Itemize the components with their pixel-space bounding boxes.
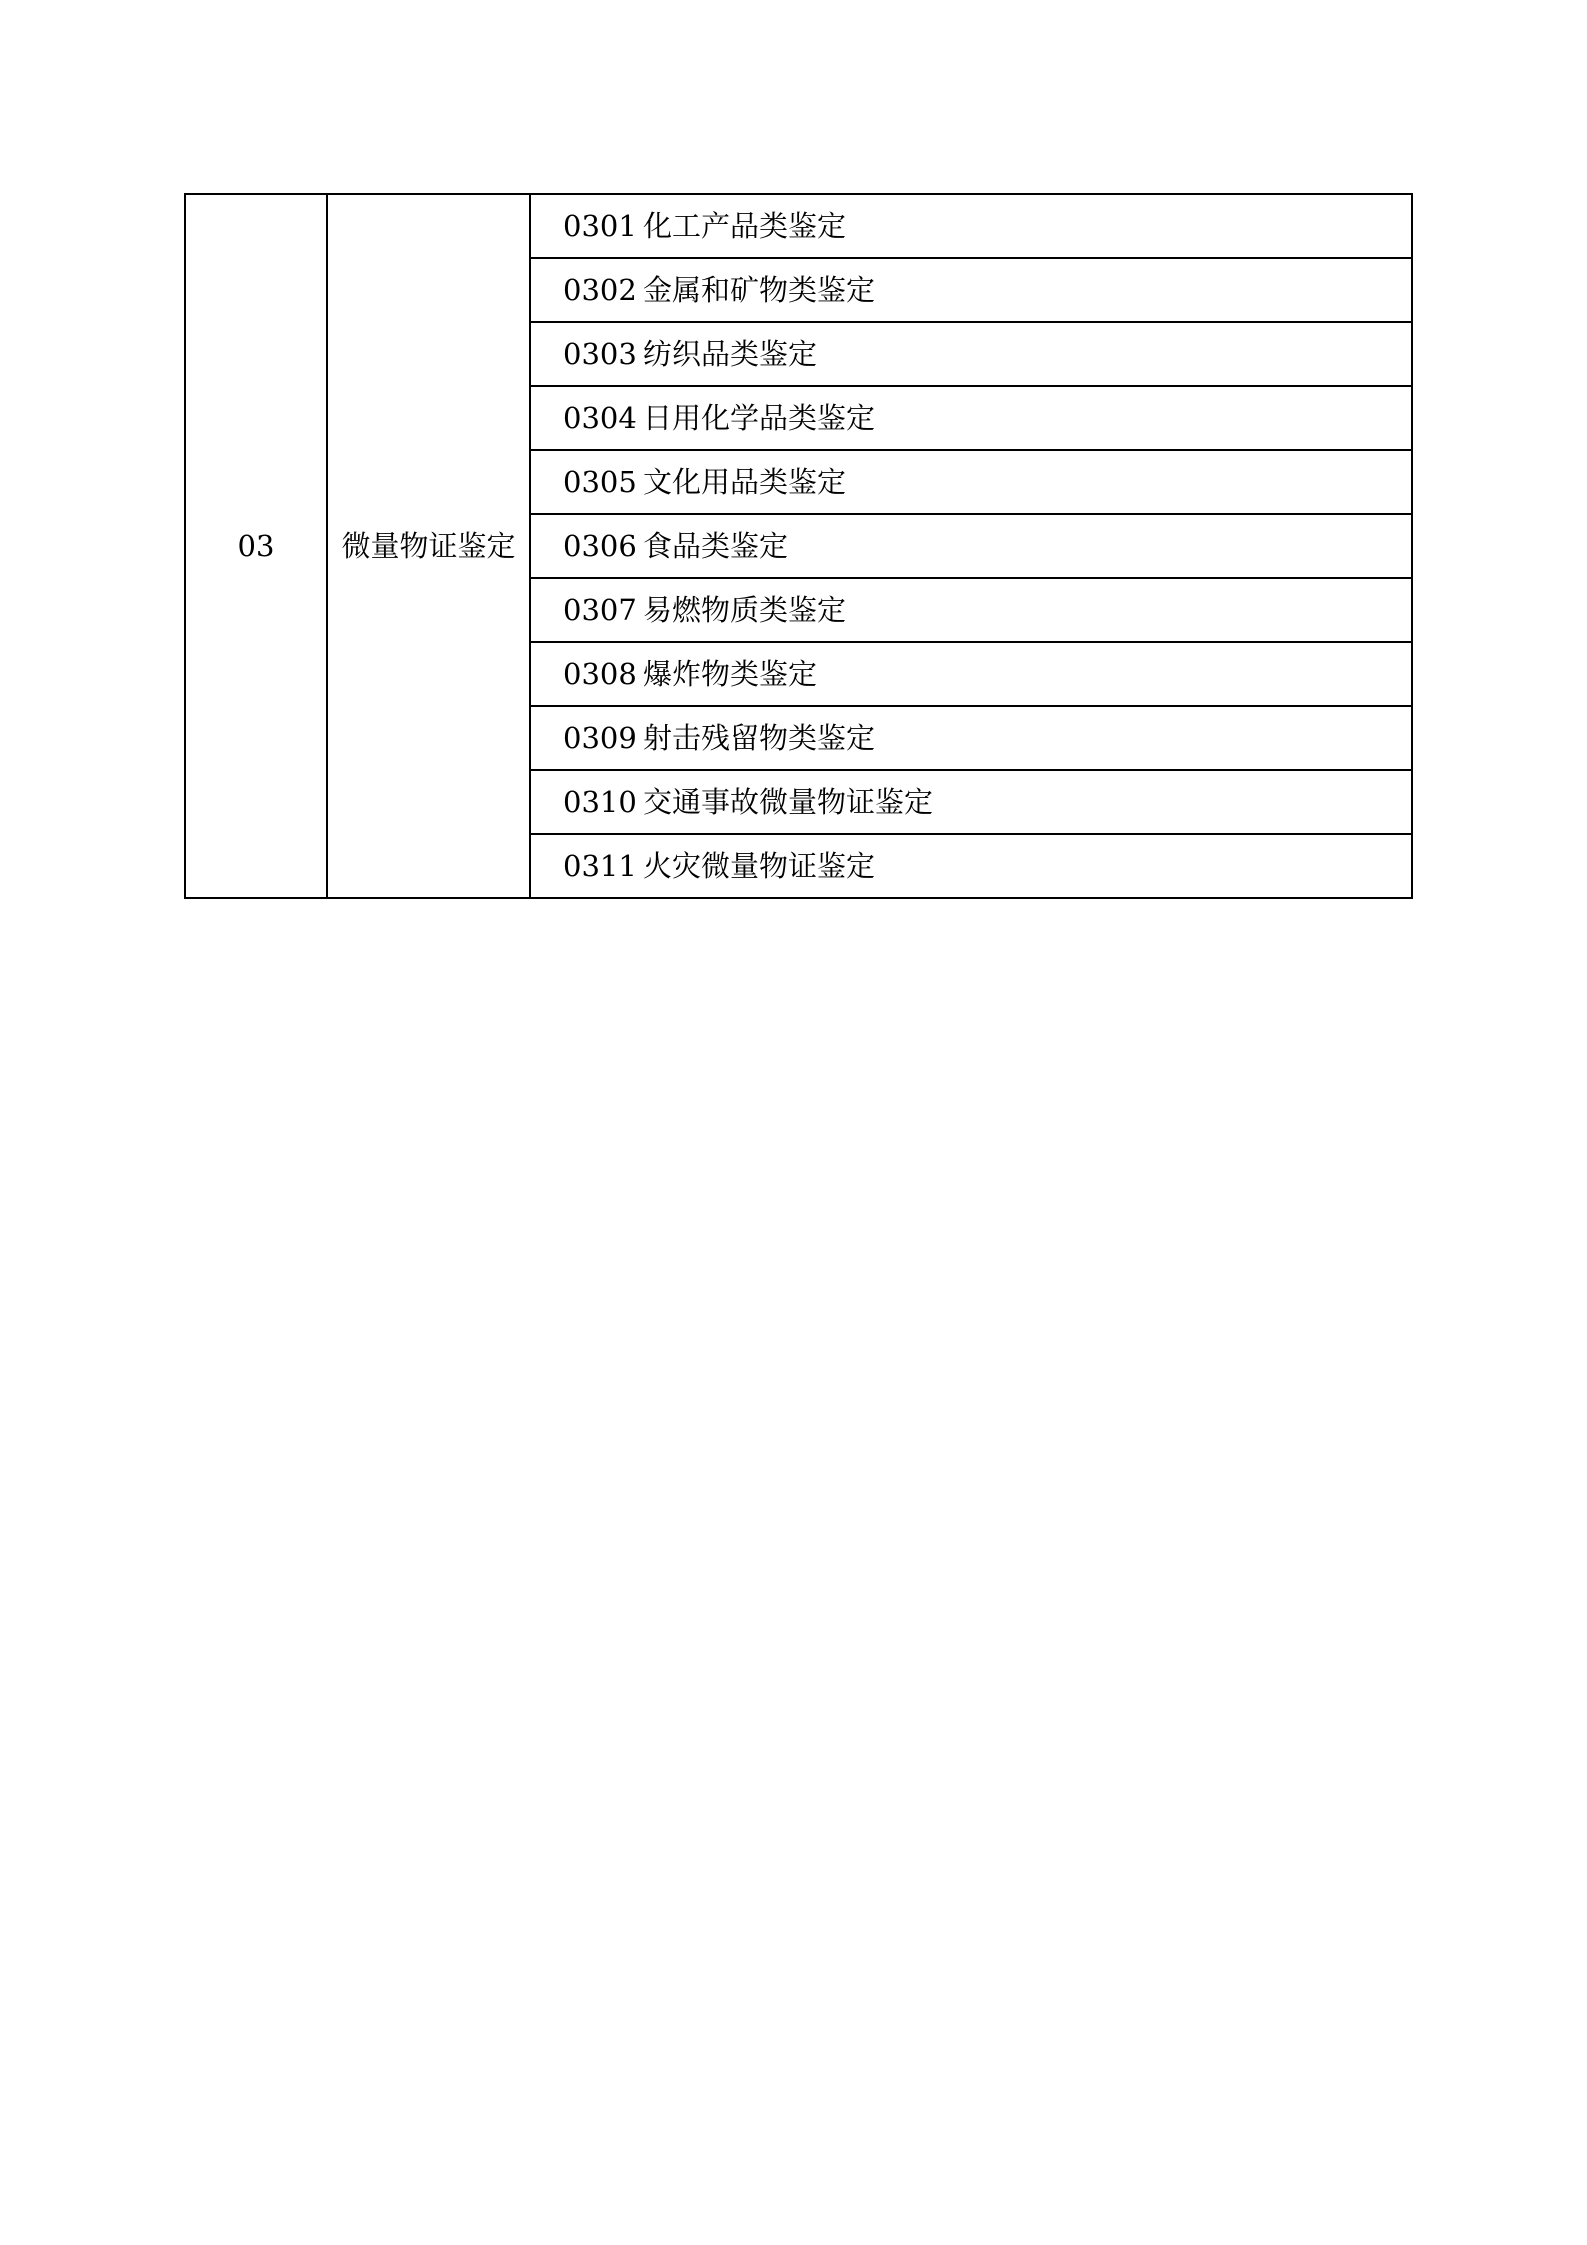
item-name: 文化用品类鉴定	[643, 464, 847, 499]
item-cell	[530, 386, 1412, 450]
item-cell	[530, 258, 1412, 322]
item-name: 易燃物质类鉴定	[643, 592, 847, 627]
item-cell	[530, 514, 1412, 578]
category-name-cell: 微量物证鉴定	[327, 194, 530, 898]
item-code: 0301	[563, 208, 637, 243]
item-cell	[530, 450, 1412, 514]
item-name: 火灾微量物证鉴定	[643, 848, 876, 883]
item-code: 0302	[563, 272, 637, 307]
item-name: 化工产品类鉴定	[643, 208, 847, 243]
item-cell	[530, 322, 1412, 386]
item-code: 0304	[563, 400, 637, 435]
item-name: 食品类鉴定	[643, 528, 789, 563]
item-cell	[530, 194, 1412, 258]
item-name: 纺织品类鉴定	[643, 336, 818, 371]
item-cell	[530, 770, 1412, 834]
item-code: 0311	[563, 848, 637, 883]
item-name: 日用化学品类鉴定	[643, 400, 876, 435]
item-cell	[530, 642, 1412, 706]
item-name: 爆炸物类鉴定	[643, 656, 818, 691]
item-cell	[530, 706, 1412, 770]
item-code: 0303	[563, 336, 637, 371]
item-name: 射击残留物类鉴定	[643, 720, 876, 755]
table-row	[185, 194, 1412, 258]
item-code: 0308	[563, 656, 637, 691]
item-name: 金属和矿物类鉴定	[643, 272, 876, 307]
item-name: 交通事故微量物证鉴定	[643, 784, 934, 819]
item-code: 0307	[563, 592, 637, 627]
item-code: 0310	[563, 784, 637, 819]
category-code-cell: 03	[185, 194, 327, 898]
classification-table	[184, 193, 1413, 899]
item-cell	[530, 834, 1412, 898]
item-code: 0306	[563, 528, 637, 563]
item-code: 0309	[563, 720, 637, 755]
item-cell	[530, 578, 1412, 642]
item-code: 0305	[563, 464, 637, 499]
